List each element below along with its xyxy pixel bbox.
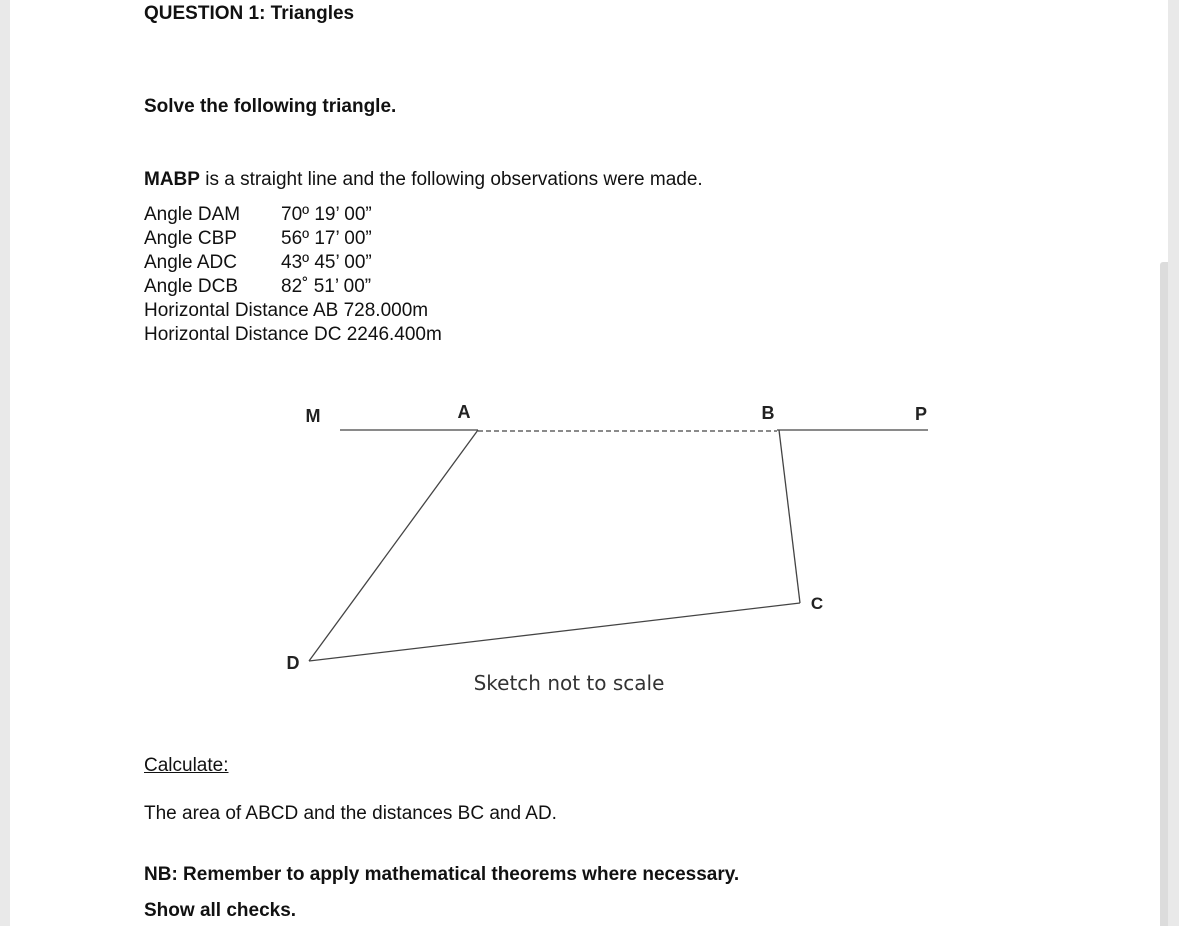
label-d: D (286, 653, 300, 673)
nb-note: NB: Remember to apply mathematical theorems where necessary. (144, 864, 740, 885)
observation-value: 70º 19’ 00” (281, 204, 372, 225)
intro-rest: is a straight line and the following observations were made. (199, 169, 703, 190)
distance-row: Horizontal Distance AB 728.000m (144, 300, 429, 321)
observation-value: 43º 45’ 00” (281, 252, 372, 273)
question-heading: QUESTION 1: Triangles (144, 3, 355, 24)
checks-note: Show all checks. (144, 900, 297, 921)
observation-label: Angle DCB (144, 276, 238, 297)
label-p: P (914, 404, 928, 424)
sketch-caption: Sketch not to scale (473, 671, 665, 695)
line-cb (779, 430, 800, 603)
observation-label: Angle ADC (144, 252, 237, 273)
observation-label: Angle DAM (144, 204, 241, 225)
label-m: M (305, 406, 321, 426)
line-ad (309, 430, 478, 661)
calculate-heading: Calculate: (144, 755, 229, 776)
line-dc (309, 603, 800, 661)
label-c: C (810, 594, 824, 613)
distance-row: Horizontal Distance DC 2246.400m (144, 324, 442, 345)
task-text: The area of ABCD and the distances BC and AD. (144, 803, 557, 824)
observation-value: 56º 17’ 00” (281, 228, 372, 249)
label-b: B (761, 403, 775, 423)
observation-label: Angle CBP (144, 228, 237, 249)
observation-value: 82˚ 51’ 00” (281, 276, 372, 297)
label-a: A (457, 402, 471, 422)
intro-bold: MABP (144, 169, 200, 190)
instruction: Solve the following triangle. (144, 96, 397, 117)
